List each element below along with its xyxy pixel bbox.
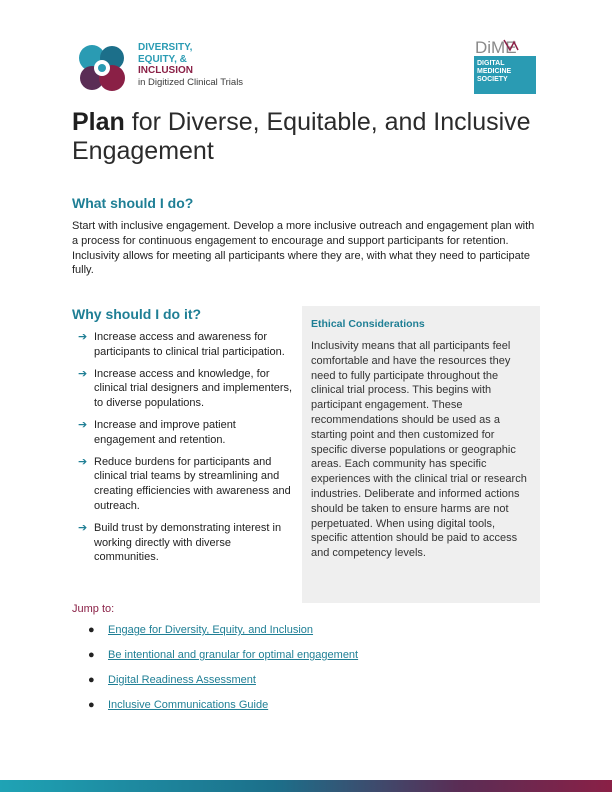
arrow-right-icon: ➔ xyxy=(78,455,88,468)
logo-line-1: DIVERSITY, xyxy=(138,42,193,53)
bullet-icon: ● xyxy=(88,649,95,661)
page-title-bold: Plan xyxy=(72,108,125,136)
why-item-text: Increase and improve patient engagement and retention. xyxy=(94,418,236,446)
link-engage-dei[interactable]: Engage for Diversity, Equity, and Inclusion xyxy=(108,624,314,636)
jump-links xyxy=(88,623,358,723)
dime-line-1: DIGITAL xyxy=(477,60,505,67)
page-title-rest: for Diverse, Equitable, and Inclusive Engagement xyxy=(72,108,531,165)
bullet-icon: ● xyxy=(88,674,95,686)
dime-letters-icon xyxy=(474,38,536,56)
link-digital-readiness[interactable]: Digital Readiness Assessment xyxy=(108,674,256,686)
why-item-text: Increase access and awareness for participants to clinical trial participation. xyxy=(94,331,285,358)
why-item xyxy=(72,330,298,360)
what-body: Start with inclusive engagement. Develop a more inclusive outreach and engagement plan with a process for continuous engagement to encourage and support participants for retention. Inclusivity allows for meeting all participants where they are, with what they need to participate fully. xyxy=(72,220,535,277)
jump-link-item xyxy=(88,623,358,648)
ethical-considerations-panel xyxy=(302,306,540,603)
footer-gradient-bar xyxy=(0,780,612,792)
dime-line-2: MEDICINE xyxy=(477,68,512,75)
logo-line-4: in Digitized Clinical Trials xyxy=(138,76,244,88)
why-item-text: Increase access and knowledge, for clinical trial designers and implementers, to diverse populations. xyxy=(94,367,293,410)
arrow-right-icon: ➔ xyxy=(78,521,88,534)
dime-letters-text: DiME xyxy=(475,38,517,56)
dei-logo-mark-icon xyxy=(72,38,130,96)
what-heading: What should I do? xyxy=(72,195,194,211)
dime-line-3: SOCIETY xyxy=(477,76,508,83)
why-item xyxy=(72,367,298,411)
why-item-text: Reduce burdens for participants and clinical trial teams by streamlining and creating efficiencies with awareness and outreach. xyxy=(94,455,291,512)
logo-line-3: INCLUSION xyxy=(138,65,193,77)
bullet-icon: ● xyxy=(88,699,95,711)
why-item xyxy=(72,521,298,565)
dime-box xyxy=(474,56,536,94)
arrow-right-icon: ➔ xyxy=(78,367,88,380)
dei-logo-text xyxy=(138,42,243,88)
link-be-intentional[interactable]: Be intentional and granular for optimal engagement xyxy=(108,649,359,661)
bullet-icon: ● xyxy=(88,624,95,636)
why-item xyxy=(72,455,298,514)
why-item-text: Build trust by demonstrating interest in working directly with diverse communities. xyxy=(94,521,282,564)
link-inclusive-communications[interactable]: Inclusive Communications Guide xyxy=(108,699,269,711)
dime-logo xyxy=(474,38,536,94)
jump-link-item xyxy=(88,648,358,673)
why-heading: Why should I do it? xyxy=(72,306,202,322)
why-list xyxy=(72,330,298,572)
logo-line-2: EQUITY, & xyxy=(138,53,187,65)
page-title xyxy=(72,108,542,166)
arrow-right-icon: ➔ xyxy=(78,331,88,343)
jump-link-item xyxy=(88,673,358,698)
jump-label: Jump to: xyxy=(72,603,115,615)
ethics-heading: Ethical Considerations xyxy=(311,318,425,330)
dei-logo xyxy=(72,38,272,96)
jump-link-item xyxy=(88,698,358,723)
why-item xyxy=(72,418,298,448)
ethics-body: Inclusivity means that all participants feel comfortable and have the resources they need to fully participate throughout the clinical trial process. This begins with participant engagement. These recommendations should be used as a starting point and then customized for specific diverse populations or geographic areas. Each community has specific experiences with the clinical trial or research industries. Deliberate and informed actions should be taken to ensure harms are not perpetuated. When using digital tools, specific attention should be paid to access and competency levels. xyxy=(311,340,527,560)
arrow-right-icon: ➔ xyxy=(78,418,88,431)
